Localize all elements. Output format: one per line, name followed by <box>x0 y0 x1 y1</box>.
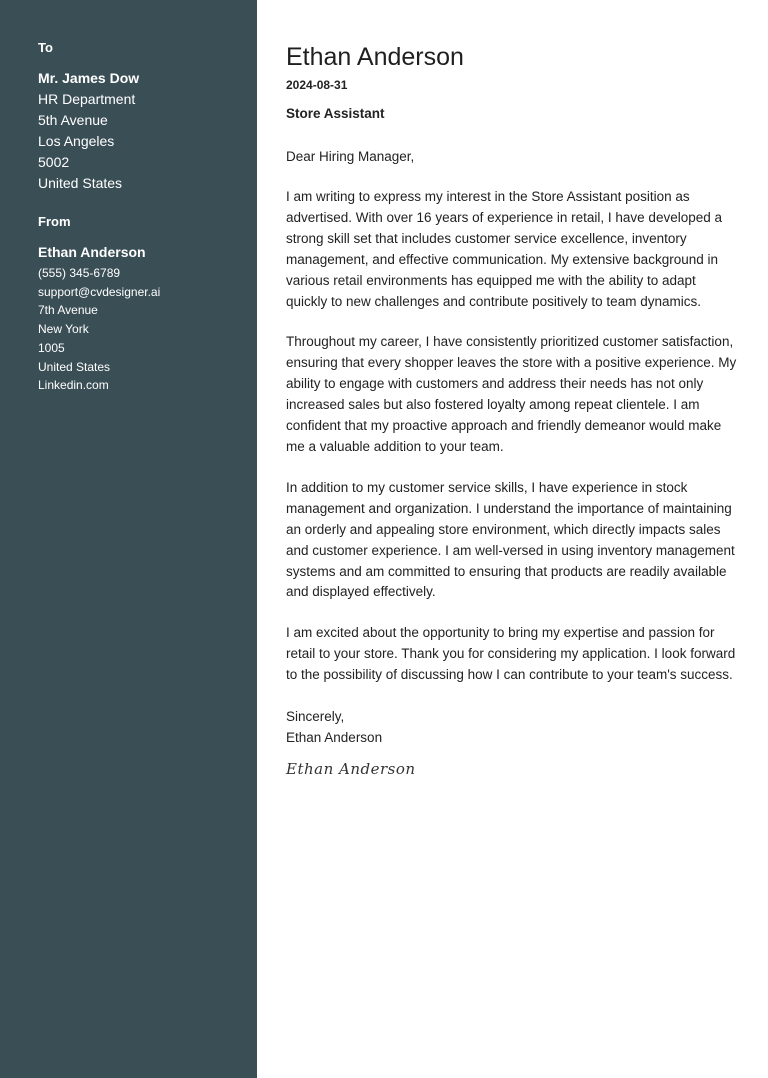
closing-name: Ethan Anderson <box>286 730 383 746</box>
handwritten-signature: Ethan Anderson <box>286 760 416 779</box>
sender-country: United States <box>38 359 111 374</box>
from-heading: From <box>38 214 71 229</box>
recipient-department: HR Department <box>38 91 136 107</box>
closing-phrase: Sincerely, <box>286 709 345 725</box>
paragraph-closing: I am excited about the opportunity to bring my expertise and passion for retail to your store. Thank you for considering my application. I look forward to the possibility of discussing how I can contribute to your team's success. <box>286 625 736 683</box>
sender-name: Ethan Anderson <box>38 244 146 260</box>
recipient-street: 5th Avenue <box>38 112 108 128</box>
recipient-name: Mr. James Dow <box>38 70 140 86</box>
sender-postcode: 1005 <box>38 340 65 355</box>
to-heading: To <box>38 40 53 55</box>
sidebar <box>0 0 257 1078</box>
recipient-country: United States <box>38 175 123 191</box>
sender-phone: (555) 345-6789 <box>38 266 121 280</box>
position-title: Store Assistant <box>286 106 385 121</box>
applicant-name: Ethan Anderson <box>286 43 464 71</box>
letter-date: 2024-08-31 <box>286 78 348 92</box>
paragraph-intro: I am writing to express my interest in the Store Assistant position as advertised. With over 16 years of experience in retail, I have developed a strong skill set that includes customer service excellence, inventory management, and effective communication. My extensive background in various retail environments has equipped me with the ability to adapt quickly to new challenges and contribute positively to team dynamics. <box>286 189 722 309</box>
salutation: Dear Hiring Manager, <box>286 149 415 164</box>
sender-street: 7th Avenue <box>38 303 98 318</box>
letter-body <box>257 0 768 1078</box>
paragraph-customer-service: Throughout my career, I have consistently prioritized customer satisfaction, ensuring that every shopper leaves the store with a positive experience. My ability to engage with customers and address their needs has not only increased sales but also fostered loyalty among repeat clientele. I am confident that my proactive approach and friendly demeanor would make me a valuable addition to your team. <box>286 334 737 454</box>
sender-linkedin: Linkedin.com <box>38 378 109 393</box>
paragraph-stock-management: In addition to my customer service skills, I have experience in stock management and organization. I understand the importance of maintaining an orderly and appealing store environment, which directly impacts sales and customer experience. I am well-versed in using inventory management systems and am committed to ensuring that products are readily available and displayed effectively. <box>286 479 735 600</box>
sender-email: support@cvdesigner.ai <box>38 284 161 299</box>
recipient-city: Los Angeles <box>38 133 115 149</box>
recipient-postcode: 5002 <box>38 154 70 170</box>
sender-city: New York <box>38 322 89 337</box>
